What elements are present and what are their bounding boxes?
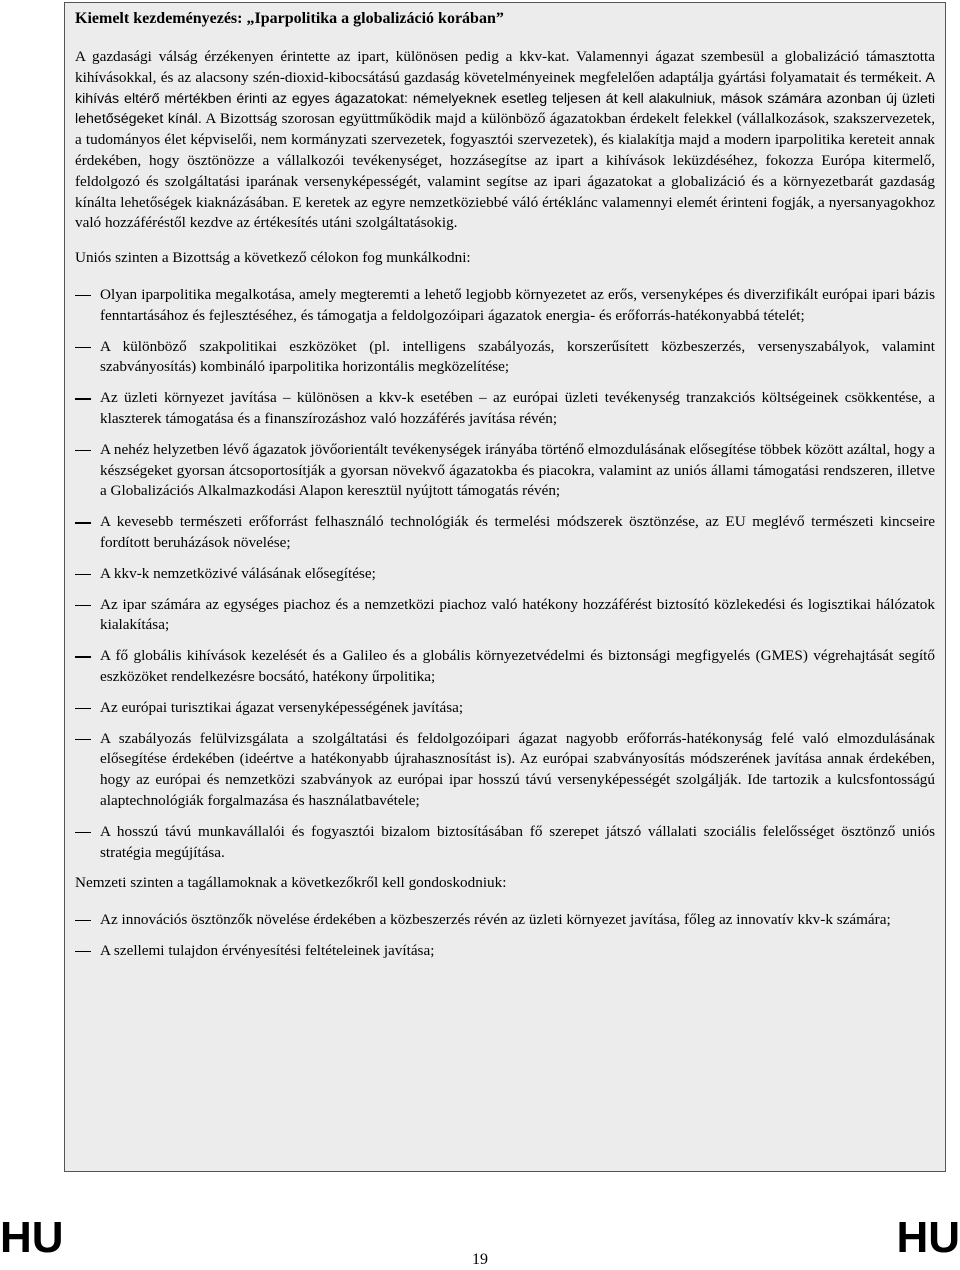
list-item	[75, 729, 935, 812]
intro-paragraph	[75, 47, 935, 234]
list-item-text: A kkv-k nemzetközivé válásának elősegítése;	[100, 564, 376, 582]
dash-bullet-icon	[75, 398, 91, 399]
dash-bullet-icon	[75, 920, 91, 921]
list-item-text: A nehéz helyzetben lévő ágazatok jövőorientált tevékenységek irányába történő elmozdulásának elősegítése többek között azáltal, hogy a készségeket gyorsan átcsoportosítják a gyorsan növekvő ágazatokba és piacokra, valamint az uniós állami támogatási rendszeren, illetve a Globalizációs Alkalmazkodási Alapon keresztül nyújtott támogatás révén;	[100, 440, 935, 500]
footer-language-code-right: HU	[896, 1213, 960, 1262]
dash-bullet-icon	[75, 951, 91, 952]
page-number: 19	[472, 1251, 488, 1268]
list-item	[75, 512, 935, 554]
initiative-box	[64, 2, 946, 1172]
list-item	[75, 337, 935, 379]
list-item	[75, 822, 935, 864]
eu-level-list	[75, 285, 935, 863]
dash-bullet-icon	[75, 605, 91, 606]
list-item-text: Az európai turisztikai ágazat versenyképességének javítása;	[100, 698, 464, 716]
dash-bullet-icon	[75, 739, 91, 740]
dash-bullet-icon	[75, 295, 91, 296]
list-item-text: Az üzleti környezet javítása – különösen a kkv-k esetében – az európai üzleti tevékenység tranzakciós költségeinek csökkentése, a klaszterek támogatása és a finanszírozáshoz való hozzáférés javítása révén;	[100, 389, 935, 427]
list-item	[75, 910, 935, 931]
list-item-text: A fő globális kihívások kezelését és a Galileo és a globális környezetvédelmi és biztonsági megfigyelés (GMES) végrehajtását segítő eszközöket rendelkezésre bocsátó, hatékony űrpolitika;	[100, 647, 935, 685]
list-item	[75, 941, 935, 962]
list-item	[75, 285, 935, 327]
dash-bullet-icon	[75, 832, 91, 833]
dash-bullet-icon	[75, 574, 91, 575]
dash-bullet-icon	[75, 450, 91, 451]
national-level-intro: Nemzeti szinten a tagállamoknak a következőkről kell gondoskodniuk:	[75, 874, 507, 892]
national-level-list	[75, 910, 935, 962]
list-item	[75, 388, 935, 430]
list-item-text: A hosszú távú munkavállalói és fogyasztói bizalom biztosításában fő szerepet játszó vállalati szociális felelősséget ösztönző uniós stratégia megújítása.	[100, 822, 935, 861]
list-item-text: A szabályozás felülvizsgálata a szolgáltatási és feldolgozóipari ágazat nagyobb erőforrás-hatékonyság felé való elmozdulásának elősegítése érdekében (ideértve a hatékonyabb újrahasznosítást is). Az európai szabványosítás módszerének javítása annak érdekében, hogy az európai és nemzetközi szabványok az európai ipar hosszú távú versenyképességét szolgálják. Ide tartozik a kulcsfontosságú alaptechnológiák forgalmazása és használatbavétele;	[100, 729, 935, 809]
list-item-text: A különböző szakpolitikai eszközöket (pl. intelligens szabályozás, korszerűsített közbeszerzés, versenyszabályok, valamint szabványosítás) kombináló iparpolitika horizontális megközelítése;	[100, 337, 935, 376]
dash-bullet-icon	[75, 656, 91, 657]
list-item	[75, 646, 935, 688]
list-item	[75, 698, 935, 719]
intro-paragraph-part-2: A kihívás eltérő mértékben érinti az egyes ágazatokat: némelyeknek esetleg teljesen át kell alakulniuk, mások számára azonban új üzleti lehetőségeket kínál.	[75, 69, 935, 128]
intro-paragraph-part-3: A Bizottság szorosan együttműködik majd a különböző ágazatokban érdekelt felekkel (vállalkozások, szakszervezetek, a tudományos élet képviselői, nem kormányzati szervezetek, fogyasztói szervezetek), és kialakítja majd a modern iparpolitika kereteit annak érdekében, hogy ösztönözze a vállalkozói tevékenységet, hozzásegítse az ipart a kihívások leküzdéséhez, fokozza Európa kitermelő, feldolgozó és szolgáltatási iparának versenyképességét, valamint segítse az ipari ágazatokat a globalizáció és a környezetbarát gazdaság kínálta lehetőségek kiaknázásában. E keretek az egyre nemzetköziebbé váló értéklánc valamennyi elemét érinteni fogják, a nyersanyagokhoz való hozzáféréstől kezdve az értékesítés utáni szolgáltatásokig.	[75, 110, 935, 232]
intro-paragraph-part-1: A gazdasági válság érzékenyen érintette az ipart, különösen pedig a kkv-kat. Valamennyi ágazat szembesül a globalizáció támasztotta kihívásokkal, és az alacsony szén-dioxid-kibocsátású gazdaság követelményeinek megfelelően adaptálja gyártási folyamatait és termékeit.	[75, 48, 935, 86]
list-item-text: A szellemi tulajdon érvényesítési feltételeinek javítása;	[100, 941, 435, 959]
list-item-text: A kevesebb természeti erőforrást felhasználó technológiák és termelési módszerek ösztönzése, az EU meglévő természeti kincseire fordított beruházások növelése;	[100, 513, 935, 551]
dash-bullet-icon	[75, 522, 91, 523]
list-item	[75, 440, 935, 502]
list-item-text: Olyan iparpolitika megalkotása, amely megteremti a lehető legjobb környezetet az erős, versenyképes és diverzifikált európai ipari bázis fenntartásához és fejlesztéséhez, és támogatja a feldolgozóipari ágazatok energia- és erőforrás-hatékonyabbá tételét;	[100, 285, 935, 324]
dash-bullet-icon	[75, 347, 91, 348]
eu-level-intro: Uniós szinten a Bizottság a következő célokon fog munkálkodni:	[75, 249, 471, 267]
footer-language-code-left: HU	[0, 1213, 64, 1262]
dash-bullet-icon	[75, 708, 91, 709]
box-title: Kiemelt kezdeményezés: „Iparpolitika a globalizáció korában”	[75, 10, 504, 27]
list-item	[75, 564, 935, 585]
list-item-text: Az innovációs ösztönzők növelése érdekében a közbeszerzés révén az üzleti környezet javítása, főleg az innovatív kkv-k számára;	[100, 911, 891, 929]
list-item-text: Az ipar számára az egységes piachoz és a nemzetközi piachoz való hatékony hozzáférést biztosító közlekedési és logisztikai hálózatok kialakítása;	[100, 595, 935, 634]
list-item	[75, 595, 935, 637]
